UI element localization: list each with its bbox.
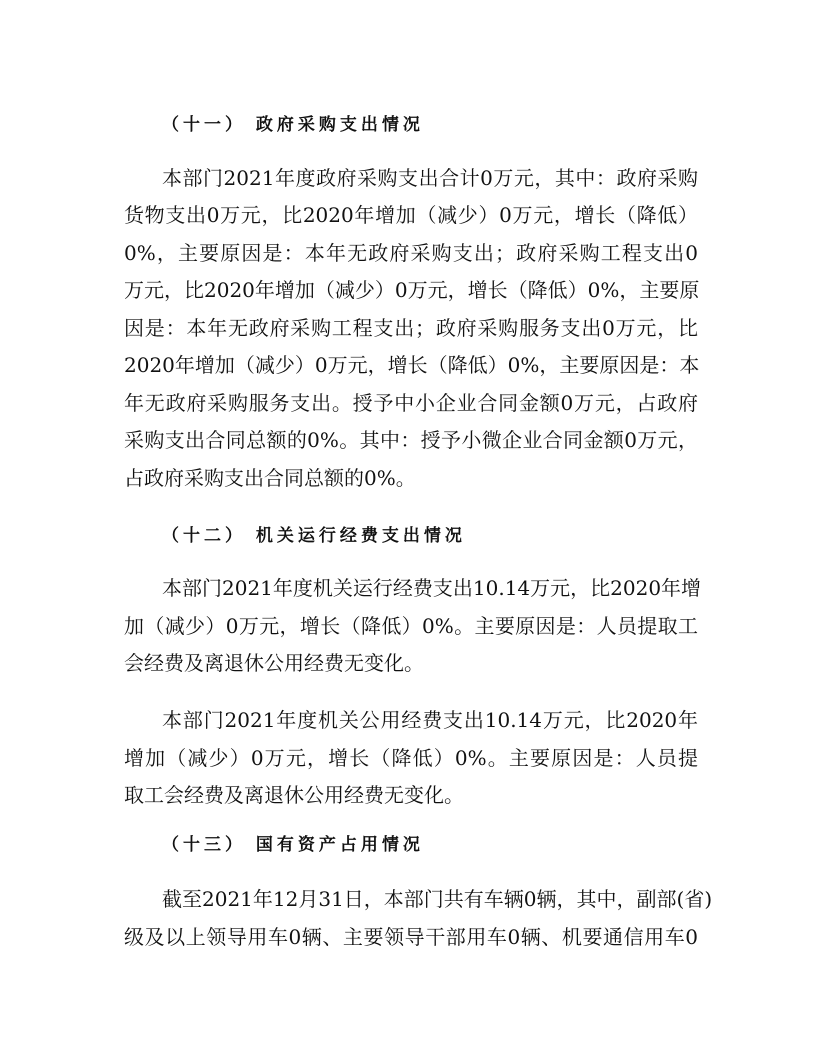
paragraph-line: 增加（减少）0万元，增长（降低）0%。主要原因是：人员提: [124, 746, 698, 770]
paragraph-line: 级及以上领导用车0辆、主要领导干部用车0辆、机要通信用车0: [124, 925, 698, 949]
paragraph-line: 加（减少）0万元，增长（降低）0%。主要原因是：人员提取工: [124, 614, 698, 638]
paragraph-line: 会经费及离退休公用经费无变化。: [124, 651, 424, 675]
paragraph-line: 占政府采购支出合同总额的0%。: [124, 466, 416, 490]
section-heading: （十三） 国有资产占用情况: [162, 835, 424, 855]
paragraph-line: 本部门2021年度政府采购支出合计0万元，其中：政府采购: [162, 166, 698, 190]
paragraph-line: 万元，比2020年增加（减少）0万元，增长（降低）0%，主要原: [124, 278, 700, 302]
paragraph-line: 本部门2021年度机关运行经费支出10.14万元，比2020年增: [162, 576, 702, 600]
paragraph-line: 截至2021年12月31日，本部门共有车辆0辆，其中，副部(省): [162, 887, 713, 911]
paragraph-line: 2020年增加（减少）0万元，增长（降低）0%，主要原因是：本: [124, 353, 700, 377]
paragraph-line: 年无政府采购服务支出。授予中小企业合同金额0万元，占政府: [124, 391, 698, 415]
paragraph-line: 采购支出合同总额的0%。其中：授予小微企业合同金额0万元，: [124, 428, 698, 452]
section-heading: （十一） 政府采购支出情况: [162, 115, 424, 135]
section-heading: （十二） 机关运行经费支出情况: [162, 526, 466, 546]
paragraph-line: 0%，主要原因是：本年无政府采购支出；政府采购工程支出0: [124, 241, 698, 265]
paragraph-line: 取工会经费及离退休公用经费无变化。: [124, 783, 464, 807]
paragraph-line: 因是：本年无政府采购工程支出；政府采购服务支出0万元，比: [124, 316, 698, 340]
paragraph-line: 本部门2021年度机关公用经费支出10.14万元，比2020年: [162, 708, 698, 732]
paragraph-line: 货物支出0万元，比2020年增加（减少）0万元，增长（降低）: [124, 203, 698, 227]
